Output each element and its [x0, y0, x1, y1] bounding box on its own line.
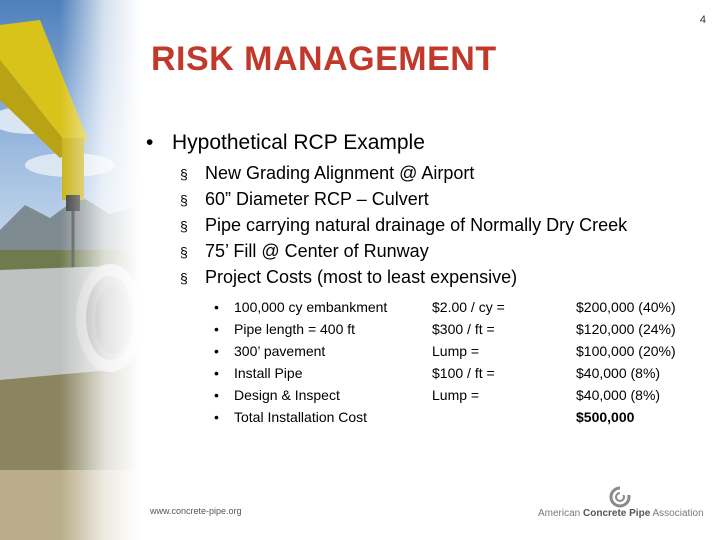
table-row — [214, 340, 676, 362]
bullet-dot-icon: • — [146, 131, 154, 154]
list-item — [180, 160, 627, 186]
pipe-circle-icon — [608, 486, 632, 508]
bullet-dot-icon: • — [214, 387, 219, 403]
cost-amount: $100,000 (20%) — [576, 343, 676, 359]
bullet-dot-icon: • — [214, 321, 219, 337]
page-number: 4 — [699, 14, 706, 26]
excavator-pipe-photo — [0, 0, 140, 540]
section-mark-icon: § — [180, 166, 188, 182]
bullet-dot-icon: • — [214, 409, 219, 425]
list-item — [180, 264, 627, 290]
main-bullet-text: Hypothetical RCP Example — [172, 131, 425, 154]
section-mark-icon: § — [180, 270, 188, 286]
table-row — [214, 362, 676, 384]
cost-rate: Lump = — [432, 343, 480, 359]
cost-rate: Lump = — [432, 387, 480, 403]
slide-title: RISK MANAGEMENT — [151, 40, 497, 78]
acpa-logo — [538, 486, 704, 522]
table-row — [214, 406, 676, 428]
cost-item: 100,000 cy embankment — [234, 299, 388, 315]
cost-rate: $100 / ft = — [432, 365, 495, 381]
cost-amount: $200,000 (40%) — [576, 299, 676, 315]
cost-item: Pipe length = 400 ft — [234, 321, 356, 337]
bullet-dot-icon: • — [214, 343, 219, 359]
list-item — [180, 212, 627, 238]
list-item-text: 60” Diameter RCP – Culvert — [205, 189, 429, 209]
list-item-text: Pipe carrying natural drainage of Normally Dry Creek — [205, 215, 628, 235]
cost-item: Install Pipe — [234, 365, 303, 381]
main-bullet — [146, 131, 425, 155]
total-cost-amount: $500,000 — [576, 409, 635, 425]
table-row — [214, 296, 676, 318]
list-item-text: New Grading Alignment @ Airport — [205, 163, 475, 183]
footer-url-link[interactable]: www.concrete-pipe.org — [150, 506, 242, 516]
cost-item: Total Installation Cost — [234, 409, 368, 425]
bullet-dot-icon: • — [214, 365, 219, 381]
cost-amount: $120,000 (24%) — [576, 321, 676, 337]
list-item-text: 75’ Fill @ Center of Runway — [205, 241, 429, 261]
cost-rate: $2.00 / cy = — [432, 299, 505, 315]
cost-amount: $40,000 (8%) — [576, 387, 661, 403]
cost-rate: $300 / ft = — [432, 321, 495, 337]
section-mark-icon: § — [180, 244, 188, 260]
list-item — [180, 186, 627, 212]
sub-bullet-list — [180, 160, 627, 290]
table-row — [214, 384, 676, 406]
cost-item: Design & Inspect — [234, 387, 340, 403]
cost-amount: $40,000 (8%) — [576, 365, 661, 381]
table-row — [214, 318, 676, 340]
list-item-text: Project Costs (most to least expensive) — [205, 267, 518, 287]
section-mark-icon: § — [180, 192, 188, 208]
list-item — [180, 238, 627, 264]
logo-text: American Concrete Pipe Association — [538, 508, 704, 519]
bullet-dot-icon: • — [214, 299, 219, 315]
cost-rate — [432, 406, 576, 428]
section-mark-icon: § — [180, 218, 188, 234]
cost-item: 300’ pavement — [234, 343, 326, 359]
project-cost-table — [214, 296, 676, 428]
